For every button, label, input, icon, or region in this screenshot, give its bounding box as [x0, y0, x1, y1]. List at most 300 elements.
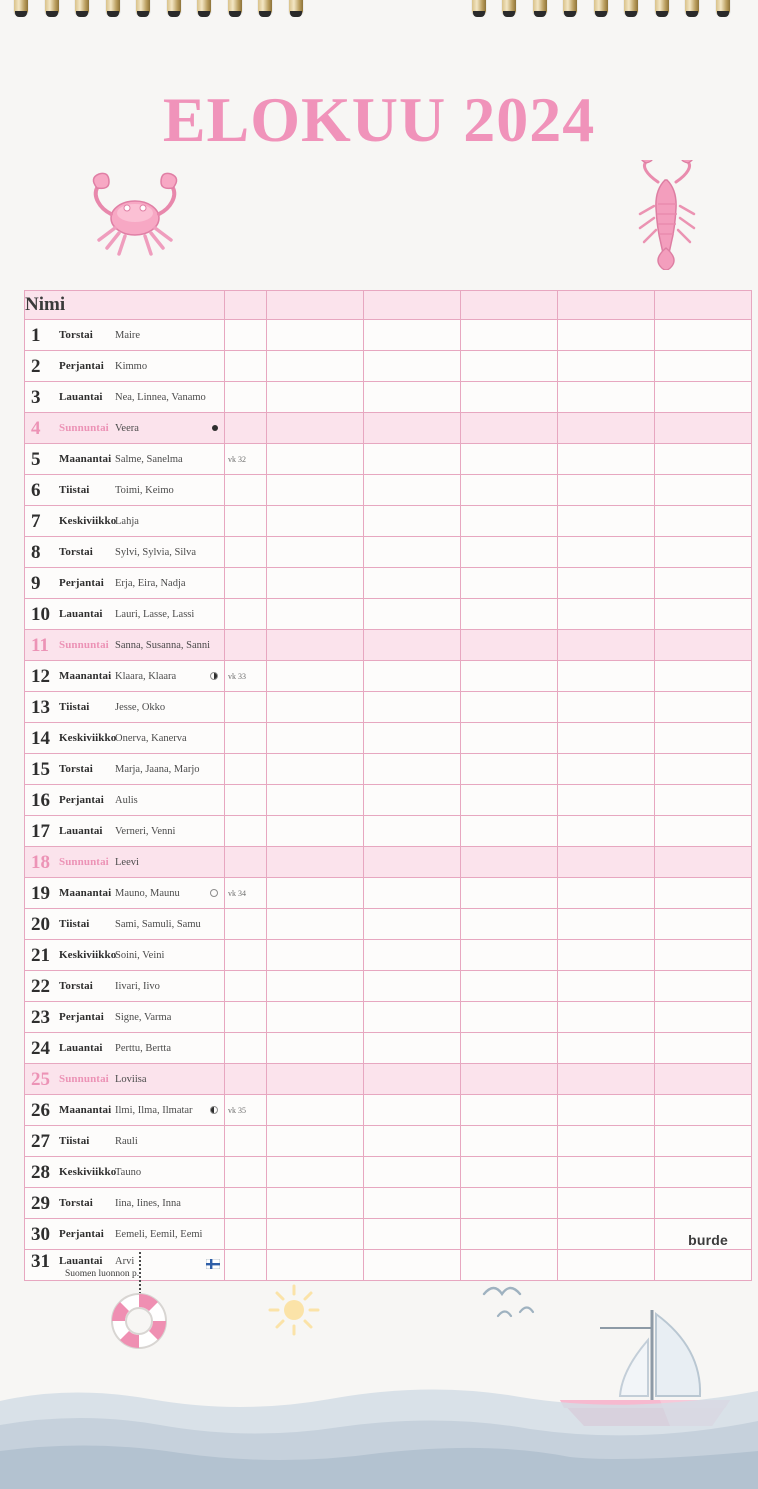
lobster-icon [620, 160, 715, 275]
entry-cell-d[interactable] [558, 847, 655, 878]
nameday-names: Veera [115, 422, 139, 434]
table-row [25, 568, 752, 599]
week-number-cell [225, 382, 267, 413]
week-number: vk 33 [228, 672, 246, 681]
week-number [225, 985, 266, 987]
day-cell [25, 1033, 225, 1064]
entry-cell-e[interactable] [655, 909, 752, 940]
entry-cell-a[interactable] [267, 475, 364, 506]
day-cell [25, 816, 225, 847]
weekday-label: Keskiviikko [59, 515, 117, 527]
day-number: 12 [31, 665, 50, 687]
entry-cell-e[interactable] [655, 630, 752, 661]
entry-cell-a[interactable] [267, 351, 364, 382]
entry-cell-c[interactable] [461, 692, 558, 723]
entry-cell-d[interactable] [558, 1188, 655, 1219]
entry-cell-d[interactable] [558, 1033, 655, 1064]
week-number-cell [225, 1095, 267, 1126]
nameday-names: Marja, Jaana, Marjo [115, 763, 200, 775]
entry-cell-b[interactable] [364, 413, 461, 444]
nameday-names: Rauli [115, 1135, 138, 1147]
entry-cell-d[interactable] [558, 692, 655, 723]
nameday-names: Ilmi, Ilma, Ilmatar [115, 1104, 193, 1116]
entry-cell-d[interactable] [558, 382, 655, 413]
entry-cell-c[interactable] [461, 754, 558, 785]
weekday-label: Lauantai [59, 825, 103, 837]
day-cell [25, 506, 225, 537]
week-number-cell [225, 940, 267, 971]
nameday-names: Mauno, Maunu [115, 887, 180, 899]
entry-cell-a[interactable] [267, 1250, 364, 1281]
week-number-cell [225, 1219, 267, 1250]
entry-cell-d[interactable] [558, 475, 655, 506]
weekday-label: Maanantai [59, 887, 112, 899]
entry-cell-e[interactable] [655, 1157, 752, 1188]
entry-cell-d[interactable] [558, 537, 655, 568]
entry-cell-a[interactable] [267, 754, 364, 785]
entry-cell-c[interactable] [461, 1157, 558, 1188]
entry-cell-d[interactable] [558, 506, 655, 537]
table-row [25, 847, 752, 878]
entry-cell-c[interactable] [461, 816, 558, 847]
table-row [25, 723, 752, 754]
day-cell [25, 1250, 225, 1281]
entry-cell-e[interactable] [655, 971, 752, 1002]
entry-cell-e[interactable] [655, 351, 752, 382]
entry-cell-e[interactable] [655, 1064, 752, 1095]
entry-cell-b[interactable] [364, 754, 461, 785]
entry-cell-e[interactable] [655, 816, 752, 847]
moon-phase-icon [210, 889, 218, 897]
week-number [225, 1233, 266, 1235]
entry-cell-b[interactable] [364, 1157, 461, 1188]
week-number-cell [225, 568, 267, 599]
entry-cell-b[interactable] [364, 1002, 461, 1033]
weekday-label: Torstai [59, 980, 93, 992]
entry-cell-d[interactable] [558, 413, 655, 444]
week-number-cell [225, 692, 267, 723]
entry-cell-c[interactable] [461, 1002, 558, 1033]
entry-cell-b[interactable] [364, 1095, 461, 1126]
entry-cell-c[interactable] [461, 506, 558, 537]
weekday-label: Tiistai [59, 1135, 90, 1147]
entry-cell-b[interactable] [364, 909, 461, 940]
week-number-cell [225, 909, 267, 940]
entry-cell-d[interactable] [558, 940, 655, 971]
entry-cell-c[interactable] [461, 568, 558, 599]
entry-cell-c[interactable] [461, 351, 558, 382]
nameday-names: Onerva, Kanerva [115, 732, 187, 744]
entry-cell-d[interactable] [558, 785, 655, 816]
entry-cell-d[interactable] [558, 1157, 655, 1188]
entry-cell-c[interactable] [461, 320, 558, 351]
week-number-cell [225, 1188, 267, 1219]
nameday-names: Loviisa [115, 1073, 147, 1085]
entry-cell-e[interactable] [655, 940, 752, 971]
entry-cell-e[interactable] [655, 475, 752, 506]
entry-cell-c[interactable] [461, 599, 558, 630]
header-week [225, 291, 267, 320]
entry-cell-b[interactable] [364, 320, 461, 351]
nameday-names: Erja, Eira, Nadja [115, 577, 186, 589]
week-number: vk 34 [228, 889, 246, 898]
entry-cell-d[interactable] [558, 568, 655, 599]
week-number [225, 830, 266, 832]
page-notch [310, 0, 470, 18]
entry-cell-a[interactable] [267, 816, 364, 847]
day-number: 17 [31, 820, 50, 842]
entry-cell-c[interactable] [461, 909, 558, 940]
entry-cell-b[interactable] [364, 444, 461, 475]
nameday-names: Signe, Varma [115, 1011, 172, 1023]
entry-cell-a[interactable] [267, 847, 364, 878]
table-row [25, 909, 752, 940]
nameday-names: Perttu, Bertta [115, 1042, 171, 1054]
entry-cell-a[interactable] [267, 537, 364, 568]
entry-cell-e[interactable] [655, 506, 752, 537]
day-cell [25, 1219, 225, 1250]
day-number: 8 [31, 541, 41, 563]
entry-cell-b[interactable] [364, 599, 461, 630]
entry-cell-b[interactable] [364, 537, 461, 568]
entry-cell-d[interactable] [558, 878, 655, 909]
day-cell [25, 475, 225, 506]
entry-cell-a[interactable] [267, 1033, 364, 1064]
spiral-ring [197, 0, 211, 14]
entry-cell-d[interactable] [558, 599, 655, 630]
spiral-ring [106, 0, 120, 14]
day-number: 31 [31, 1250, 50, 1272]
table-row [25, 1250, 752, 1281]
entry-cell-a[interactable] [267, 940, 364, 971]
entry-cell-e[interactable] [655, 692, 752, 723]
entry-cell-d[interactable] [558, 1002, 655, 1033]
week-number-cell [225, 1002, 267, 1033]
spiral-ring [167, 0, 181, 14]
week-number [225, 582, 266, 584]
entry-cell-b[interactable] [364, 692, 461, 723]
day-number: 24 [31, 1037, 50, 1059]
entry-cell-c[interactable] [461, 444, 558, 475]
week-number-cell [225, 971, 267, 1002]
entry-cell-a[interactable] [267, 630, 364, 661]
entry-cell-e[interactable] [655, 320, 752, 351]
entry-cell-a[interactable] [267, 1002, 364, 1033]
entry-cell-a[interactable] [267, 661, 364, 692]
entry-cell-d[interactable] [558, 320, 655, 351]
sea-waves [0, 1329, 758, 1489]
nameday-names: Lahja [115, 515, 139, 527]
weekday-label: Sunnuntai [59, 856, 109, 868]
nameday-names: Toimi, Keimo [115, 484, 174, 496]
entry-cell-c[interactable] [461, 1064, 558, 1095]
week-number [225, 489, 266, 491]
entry-cell-d[interactable] [558, 816, 655, 847]
entry-cell-d[interactable] [558, 971, 655, 1002]
entry-cell-b[interactable] [364, 1188, 461, 1219]
entry-cell-e[interactable] [655, 444, 752, 475]
entry-cell-a[interactable] [267, 382, 364, 413]
entry-cell-d[interactable] [558, 351, 655, 382]
table-row [25, 692, 752, 723]
week-number-cell [225, 847, 267, 878]
entry-cell-d[interactable] [558, 1219, 655, 1250]
entry-cell-b[interactable] [364, 475, 461, 506]
entry-cell-c[interactable] [461, 382, 558, 413]
entry-cell-b[interactable] [364, 1064, 461, 1095]
entry-cell-c[interactable] [461, 630, 558, 661]
header-person-b[interactable] [364, 291, 461, 320]
entry-cell-c[interactable] [461, 1126, 558, 1157]
entry-cell-c[interactable] [461, 723, 558, 754]
table-row [25, 940, 752, 971]
day-cell [25, 661, 225, 692]
nameday-names: Tauno [115, 1166, 142, 1178]
weekday-label: Keskiviikko [59, 949, 117, 961]
entry-cell-a[interactable] [267, 1095, 364, 1126]
day-cell [25, 382, 225, 413]
weekday-label: Sunnuntai [59, 422, 109, 434]
nameday-names: Verneri, Venni [115, 825, 176, 837]
spiral-ring [624, 0, 638, 14]
weekday-label: Torstai [59, 329, 93, 341]
header-person-c[interactable] [461, 291, 558, 320]
table-row [25, 1188, 752, 1219]
entry-cell-a[interactable] [267, 909, 364, 940]
day-cell [25, 692, 225, 723]
table-row [25, 413, 752, 444]
entry-cell-b[interactable] [364, 1250, 461, 1281]
week-number [225, 1140, 266, 1142]
entry-cell-a[interactable] [267, 599, 364, 630]
entry-cell-e[interactable] [655, 1250, 752, 1281]
entry-cell-a[interactable] [267, 971, 364, 1002]
table-row [25, 537, 752, 568]
entry-cell-b[interactable] [364, 785, 461, 816]
table-row [25, 1126, 752, 1157]
entry-cell-b[interactable] [364, 971, 461, 1002]
entry-cell-e[interactable] [655, 382, 752, 413]
header-person-e[interactable] [655, 291, 752, 320]
entry-cell-b[interactable] [364, 661, 461, 692]
entry-cell-e[interactable] [655, 847, 752, 878]
weekday-label: Lauantai [59, 1255, 103, 1267]
table-row [25, 320, 752, 351]
entry-cell-a[interactable] [267, 1064, 364, 1095]
day-cell [25, 1064, 225, 1095]
day-number: 23 [31, 1006, 50, 1028]
table-body [25, 320, 752, 1281]
week-number-cell [225, 1250, 267, 1281]
entry-cell-e[interactable] [655, 754, 752, 785]
entry-cell-c[interactable] [461, 475, 558, 506]
week-number [225, 954, 266, 956]
entry-cell-c[interactable] [461, 971, 558, 1002]
page-title: ELOKUU 2024 [162, 84, 596, 155]
entry-cell-d[interactable] [558, 661, 655, 692]
weekday-label: Perjantai [59, 577, 104, 589]
day-cell [25, 444, 225, 475]
entry-cell-e[interactable] [655, 1033, 752, 1064]
entry-cell-a[interactable] [267, 320, 364, 351]
entry-cell-e[interactable] [655, 1188, 752, 1219]
entry-cell-c[interactable] [461, 785, 558, 816]
spiral-ring [45, 0, 59, 14]
weekday-label: Maanantai [59, 1104, 112, 1116]
entry-cell-b[interactable] [364, 568, 461, 599]
entry-cell-a[interactable] [267, 413, 364, 444]
entry-cell-c[interactable] [461, 1095, 558, 1126]
day-number: 21 [31, 944, 50, 966]
weekday-label: Torstai [59, 546, 93, 558]
day-cell [25, 599, 225, 630]
crab-icon [85, 170, 185, 265]
entry-cell-e[interactable] [655, 661, 752, 692]
table-row [25, 630, 752, 661]
entry-cell-e[interactable] [655, 785, 752, 816]
entry-cell-d[interactable] [558, 1095, 655, 1126]
entry-cell-a[interactable] [267, 785, 364, 816]
entry-cell-b[interactable] [364, 878, 461, 909]
day-number: 29 [31, 1192, 50, 1214]
entry-cell-b[interactable] [364, 630, 461, 661]
entry-cell-c[interactable] [461, 1188, 558, 1219]
entry-cell-c[interactable] [461, 413, 558, 444]
day-number: 15 [31, 758, 50, 780]
entry-cell-a[interactable] [267, 444, 364, 475]
entry-cell-d[interactable] [558, 754, 655, 785]
entry-cell-a[interactable] [267, 506, 364, 537]
entry-cell-a[interactable] [267, 878, 364, 909]
entry-cell-c[interactable] [461, 1250, 558, 1281]
entry-cell-d[interactable] [558, 1250, 655, 1281]
day-number: 22 [31, 975, 50, 997]
week-number-cell [225, 506, 267, 537]
day-number: 7 [31, 510, 41, 532]
entry-cell-a[interactable] [267, 1219, 364, 1250]
entry-cell-e[interactable] [655, 568, 752, 599]
week-number [225, 861, 266, 863]
entry-cell-b[interactable] [364, 940, 461, 971]
entry-cell-d[interactable] [558, 723, 655, 754]
table-row [25, 475, 752, 506]
day-cell [25, 630, 225, 661]
brand-logo: burde [688, 1232, 728, 1248]
entry-cell-c[interactable] [461, 661, 558, 692]
day-note: Suomen luonnon p. [65, 1268, 140, 1279]
table-row [25, 1002, 752, 1033]
day-cell [25, 1002, 225, 1033]
moon-phase-icon [210, 672, 218, 680]
day-number: 4 [31, 417, 41, 439]
week-number-cell [225, 475, 267, 506]
day-number: 13 [31, 696, 50, 718]
entry-cell-e[interactable] [655, 723, 752, 754]
entry-cell-e[interactable] [655, 878, 752, 909]
entry-cell-a[interactable] [267, 1188, 364, 1219]
weekday-label: Tiistai [59, 701, 90, 713]
week-number [225, 551, 266, 553]
entry-cell-c[interactable] [461, 878, 558, 909]
entry-cell-a[interactable] [267, 568, 364, 599]
entry-cell-b[interactable] [364, 382, 461, 413]
entry-cell-a[interactable] [267, 1157, 364, 1188]
table-row [25, 878, 752, 909]
week-number [225, 1171, 266, 1173]
entry-cell-d[interactable] [558, 909, 655, 940]
day-cell [25, 754, 225, 785]
entry-cell-b[interactable] [364, 1033, 461, 1064]
header-person-d[interactable] [558, 291, 655, 320]
entry-cell-b[interactable] [364, 506, 461, 537]
moon-phase-icon [212, 425, 218, 431]
weekday-label: Perjantai [59, 360, 104, 372]
nameday-names: Sami, Samuli, Samu [115, 918, 201, 930]
entry-cell-c[interactable] [461, 847, 558, 878]
week-number [225, 1202, 266, 1204]
header-person-a[interactable] [267, 291, 364, 320]
entry-cell-c[interactable] [461, 537, 558, 568]
entry-cell-e[interactable] [655, 599, 752, 630]
entry-cell-d[interactable] [558, 630, 655, 661]
day-cell [25, 568, 225, 599]
day-number: 28 [31, 1161, 50, 1183]
day-number: 20 [31, 913, 50, 935]
table-row [25, 1064, 752, 1095]
entry-cell-a[interactable] [267, 1126, 364, 1157]
entry-cell-e[interactable] [655, 537, 752, 568]
day-cell [25, 971, 225, 1002]
weekday-label: Keskiviikko [59, 732, 117, 744]
entry-cell-c[interactable] [461, 940, 558, 971]
week-number-cell [225, 320, 267, 351]
entry-cell-e[interactable] [655, 1095, 752, 1126]
entry-cell-a[interactable] [267, 723, 364, 754]
entry-cell-d[interactable] [558, 1064, 655, 1095]
day-cell [25, 1157, 225, 1188]
entry-cell-e[interactable] [655, 1126, 752, 1157]
entry-cell-c[interactable] [461, 1219, 558, 1250]
day-number: 16 [31, 789, 50, 811]
day-cell [25, 1126, 225, 1157]
entry-cell-b[interactable] [364, 1126, 461, 1157]
entry-cell-b[interactable] [364, 351, 461, 382]
entry-cell-b[interactable] [364, 816, 461, 847]
entry-cell-d[interactable] [558, 444, 655, 475]
entry-cell-b[interactable] [364, 723, 461, 754]
week-number [225, 520, 266, 522]
entry-cell-c[interactable] [461, 1033, 558, 1064]
week-number [225, 334, 266, 336]
entry-cell-e[interactable] [655, 413, 752, 444]
day-number: 9 [31, 572, 41, 594]
spiral-ring [228, 0, 242, 14]
day-number: 10 [31, 603, 50, 625]
entry-cell-e[interactable] [655, 1002, 752, 1033]
weekday-label: Sunnuntai [59, 1073, 109, 1085]
entry-cell-b[interactable] [364, 1219, 461, 1250]
day-cell [25, 1095, 225, 1126]
weekday-label: Lauantai [59, 1042, 103, 1054]
entry-cell-d[interactable] [558, 1126, 655, 1157]
weekday-label: Lauantai [59, 608, 103, 620]
table-row [25, 1219, 752, 1250]
entry-cell-b[interactable] [364, 847, 461, 878]
day-number: 26 [31, 1099, 50, 1121]
day-number: 19 [31, 882, 50, 904]
weekday-label: Perjantai [59, 1228, 104, 1240]
entry-cell-a[interactable] [267, 692, 364, 723]
